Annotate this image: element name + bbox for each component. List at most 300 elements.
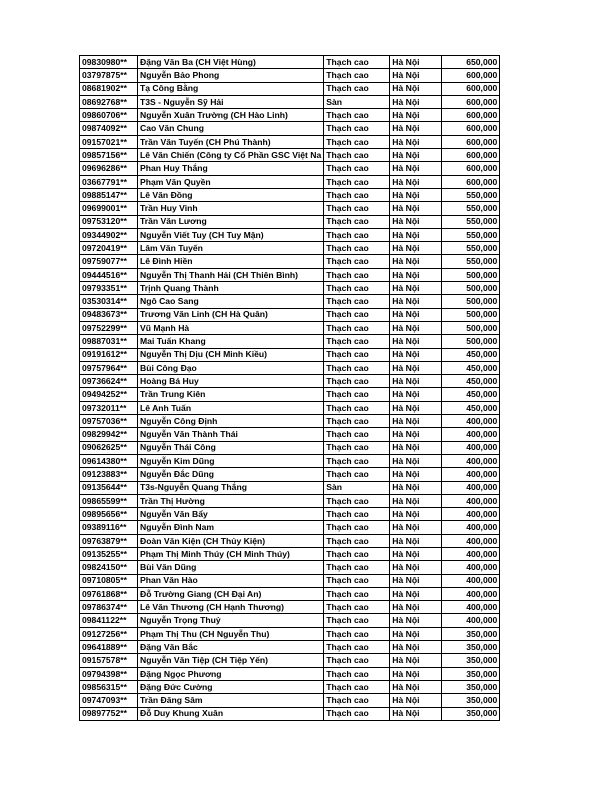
name-cell: Nguyễn Viết Tuy (CH Tuy Mận): [138, 228, 324, 241]
phone-cell: 09841122**: [80, 614, 138, 627]
category-cell: Thạch cao: [324, 454, 390, 467]
table-row: [80, 82, 500, 95]
amount-cell: 400,000: [442, 454, 500, 467]
category-cell: Thạch cao: [324, 601, 390, 614]
name-cell: Đặng Văn Ba (CH Việt Hùng): [138, 56, 324, 69]
phone-cell: 03667791**: [80, 175, 138, 188]
category-cell: Thạch cao: [324, 494, 390, 507]
amount-cell: 400,000: [442, 441, 500, 454]
table-row: [80, 454, 500, 467]
phone-cell: 09757964**: [80, 361, 138, 374]
category-cell: Thạch cao: [324, 401, 390, 414]
city-cell: Hà Nội: [390, 561, 442, 574]
name-cell: Đoàn Văn Kiện (CH Thủy Kiện): [138, 534, 324, 547]
category-cell: Thạch cao: [324, 574, 390, 587]
amount-cell: 400,000: [442, 601, 500, 614]
city-cell: Hà Nội: [390, 188, 442, 201]
table-row: [80, 547, 500, 560]
table-row: [80, 188, 500, 201]
table-row: [80, 135, 500, 148]
amount-cell: 500,000: [442, 295, 500, 308]
category-cell: Thạch cao: [324, 321, 390, 334]
name-cell: Nguyễn Trọng Thuỷ: [138, 614, 324, 627]
city-cell: Hà Nội: [390, 282, 442, 295]
table-row: [80, 428, 500, 441]
category-cell: Thạch cao: [324, 202, 390, 215]
city-cell: Hà Nội: [390, 348, 442, 361]
category-cell: Thạch cao: [324, 361, 390, 374]
amount-cell: 400,000: [442, 587, 500, 600]
table-row: [80, 587, 500, 600]
table-row: [80, 215, 500, 228]
table-row: [80, 468, 500, 481]
phone-cell: 09874092**: [80, 122, 138, 135]
amount-cell: 600,000: [442, 95, 500, 108]
phone-cell: 09135255**: [80, 547, 138, 560]
phone-cell: 09895656**: [80, 508, 138, 521]
category-cell: Thạch cao: [324, 508, 390, 521]
table-body: [80, 56, 500, 721]
table-row: [80, 308, 500, 321]
category-cell: Thạch cao: [324, 82, 390, 95]
name-cell: Trần Thị Hường: [138, 494, 324, 507]
amount-cell: 600,000: [442, 135, 500, 148]
name-cell: Bùi Công Đạo: [138, 361, 324, 374]
city-cell: Hà Nội: [390, 428, 442, 441]
category-cell: Thạch cao: [324, 587, 390, 600]
category-cell: Thạch cao: [324, 188, 390, 201]
table-row: [80, 175, 500, 188]
name-cell: Phan Huy Thắng: [138, 162, 324, 175]
category-cell: Thạch cao: [324, 680, 390, 693]
phone-cell: 08681902**: [80, 82, 138, 95]
category-cell: Sàn: [324, 481, 390, 494]
phone-cell: 09710805**: [80, 574, 138, 587]
name-cell: Nguyễn Văn Thành Thái: [138, 428, 324, 441]
amount-cell: 600,000: [442, 162, 500, 175]
table-row: [80, 69, 500, 82]
city-cell: Hà Nội: [390, 56, 442, 69]
city-cell: Hà Nội: [390, 694, 442, 707]
table-row: [80, 202, 500, 215]
amount-cell: 400,000: [442, 415, 500, 428]
amount-cell: 350,000: [442, 694, 500, 707]
city-cell: Hà Nội: [390, 202, 442, 215]
category-cell: Thạch cao: [324, 242, 390, 255]
phone-cell: 09641889**: [80, 641, 138, 654]
city-cell: Hà Nội: [390, 215, 442, 228]
city-cell: Hà Nội: [390, 454, 442, 467]
amount-cell: 350,000: [442, 627, 500, 640]
table-row: [80, 255, 500, 268]
table-row: [80, 242, 500, 255]
phone-cell: 09824150**: [80, 561, 138, 574]
name-cell: Đặng Đức Cường: [138, 680, 324, 693]
category-cell: Thạch cao: [324, 348, 390, 361]
table-row: [80, 122, 500, 135]
name-cell: Phạm Văn Quyền: [138, 175, 324, 188]
amount-cell: 550,000: [442, 255, 500, 268]
phone-cell: 09344902**: [80, 228, 138, 241]
category-cell: Thạch cao: [324, 268, 390, 281]
table-row: [80, 149, 500, 162]
table-row: [80, 627, 500, 640]
phone-cell: 09793351**: [80, 282, 138, 295]
table-row: [80, 574, 500, 587]
category-cell: Thạch cao: [324, 122, 390, 135]
name-cell: Nguyễn Thị Thanh Hải (CH Thiên Bình): [138, 268, 324, 281]
table-row: [80, 388, 500, 401]
name-cell: Nguyễn Công Định: [138, 415, 324, 428]
city-cell: Hà Nội: [390, 122, 442, 135]
phone-cell: 09614380**: [80, 454, 138, 467]
table-row: [80, 534, 500, 547]
name-cell: Nguyễn Đình Nam: [138, 521, 324, 534]
phone-cell: 09865599**: [80, 494, 138, 507]
amount-cell: 400,000: [442, 521, 500, 534]
name-cell: Trần Văn Lương: [138, 215, 324, 228]
city-cell: Hà Nội: [390, 547, 442, 560]
amount-cell: 450,000: [442, 348, 500, 361]
category-cell: Thạch cao: [324, 694, 390, 707]
name-cell: Bùi Văn Dũng: [138, 561, 324, 574]
name-cell: Nguyễn Xuân Trường (CH Hào Linh): [138, 109, 324, 122]
category-cell: Sàn: [324, 95, 390, 108]
amount-cell: 450,000: [442, 388, 500, 401]
amount-cell: 550,000: [442, 215, 500, 228]
amount-cell: 450,000: [442, 401, 500, 414]
city-cell: Hà Nội: [390, 614, 442, 627]
city-cell: Hà Nội: [390, 135, 442, 148]
amount-cell: 550,000: [442, 188, 500, 201]
city-cell: Hà Nội: [390, 627, 442, 640]
phone-cell: 09444516**: [80, 268, 138, 281]
phone-cell: 09747093**: [80, 694, 138, 707]
name-cell: Hoàng Bá Huy: [138, 375, 324, 388]
name-cell: Đỗ Trường Giang (CH Đại An): [138, 587, 324, 600]
city-cell: Hà Nội: [390, 441, 442, 454]
name-cell: Đỗ Duy Khung Xuân: [138, 707, 324, 720]
phone-cell: 09759077**: [80, 255, 138, 268]
category-cell: Thạch cao: [324, 667, 390, 680]
phone-cell: 09127256**: [80, 627, 138, 640]
table-row: [80, 694, 500, 707]
category-cell: Thạch cao: [324, 255, 390, 268]
city-cell: Hà Nội: [390, 667, 442, 680]
phone-cell: 03797875**: [80, 69, 138, 82]
city-cell: Hà Nội: [390, 415, 442, 428]
category-cell: Thạch cao: [324, 547, 390, 560]
category-cell: Thạch cao: [324, 428, 390, 441]
name-cell: Ngô Cao Sang: [138, 295, 324, 308]
name-cell: T3S - Nguyễn Sỹ Hải: [138, 95, 324, 108]
name-cell: Trần Trung Kiên: [138, 388, 324, 401]
table-row: [80, 295, 500, 308]
category-cell: Thạch cao: [324, 282, 390, 295]
amount-cell: 500,000: [442, 268, 500, 281]
phone-cell: 09897752**: [80, 707, 138, 720]
phone-cell: 09062625**: [80, 441, 138, 454]
category-cell: Thạch cao: [324, 175, 390, 188]
category-cell: Thạch cao: [324, 69, 390, 82]
city-cell: Hà Nội: [390, 401, 442, 414]
category-cell: Thạch cao: [324, 627, 390, 640]
name-cell: Lê Anh Tuấn: [138, 401, 324, 414]
city-cell: Hà Nội: [390, 109, 442, 122]
phone-cell: 09857156**: [80, 149, 138, 162]
phone-cell: 08692768**: [80, 95, 138, 108]
city-cell: Hà Nội: [390, 82, 442, 95]
amount-cell: 400,000: [442, 428, 500, 441]
category-cell: Thạch cao: [324, 149, 390, 162]
phone-cell: 09389116**: [80, 521, 138, 534]
amount-cell: 350,000: [442, 654, 500, 667]
name-cell: Trần Huy Vinh: [138, 202, 324, 215]
phone-cell: 09753120**: [80, 215, 138, 228]
phone-cell: 09761868**: [80, 587, 138, 600]
table-row: [80, 508, 500, 521]
category-cell: Thạch cao: [324, 468, 390, 481]
name-cell: Trần Đăng Sâm: [138, 694, 324, 707]
table-row: [80, 401, 500, 414]
table-row: [80, 335, 500, 348]
table-row: [80, 481, 500, 494]
category-cell: Thạch cao: [324, 388, 390, 401]
category-cell: Thạch cao: [324, 641, 390, 654]
category-cell: Thạch cao: [324, 335, 390, 348]
amount-cell: 600,000: [442, 82, 500, 95]
name-cell: Nguyễn Đắc Dũng: [138, 468, 324, 481]
amount-cell: 500,000: [442, 321, 500, 334]
amount-cell: 400,000: [442, 614, 500, 627]
category-cell: Thạch cao: [324, 162, 390, 175]
table-row: [80, 561, 500, 574]
phone-cell: 09699001**: [80, 202, 138, 215]
city-cell: Hà Nội: [390, 680, 442, 693]
amount-cell: 550,000: [442, 202, 500, 215]
table-row: [80, 601, 500, 614]
amount-cell: 400,000: [442, 468, 500, 481]
table-row: [80, 282, 500, 295]
payout-table: [79, 55, 500, 721]
amount-cell: 600,000: [442, 109, 500, 122]
city-cell: Hà Nội: [390, 95, 442, 108]
name-cell: Lâm Văn Tuyến: [138, 242, 324, 255]
phone-cell: 09757036**: [80, 415, 138, 428]
table-row: [80, 268, 500, 281]
category-cell: Thạch cao: [324, 135, 390, 148]
table-row: [80, 361, 500, 374]
category-cell: Thạch cao: [324, 561, 390, 574]
name-cell: Lê Đình Hiền: [138, 255, 324, 268]
name-cell: Trương Văn Linh (CH Hà Quân): [138, 308, 324, 321]
amount-cell: 400,000: [442, 574, 500, 587]
phone-cell: 03530314**: [80, 295, 138, 308]
category-cell: Thạch cao: [324, 215, 390, 228]
table-row: [80, 614, 500, 627]
table-row: [80, 321, 500, 334]
amount-cell: 600,000: [442, 175, 500, 188]
amount-cell: 400,000: [442, 481, 500, 494]
category-cell: Thạch cao: [324, 56, 390, 69]
city-cell: Hà Nội: [390, 587, 442, 600]
phone-cell: 09135644**: [80, 481, 138, 494]
name-cell: Phan Văn Hào: [138, 574, 324, 587]
city-cell: Hà Nội: [390, 268, 442, 281]
city-cell: Hà Nội: [390, 162, 442, 175]
city-cell: Hà Nội: [390, 69, 442, 82]
phone-cell: 09763879**: [80, 534, 138, 547]
amount-cell: 400,000: [442, 547, 500, 560]
category-cell: Thạch cao: [324, 415, 390, 428]
name-cell: Cao Văn Chung: [138, 122, 324, 135]
name-cell: Phạm Thị Thu (CH Nguyễn Thu): [138, 627, 324, 640]
city-cell: Hà Nội: [390, 521, 442, 534]
phone-cell: 09887031**: [80, 335, 138, 348]
phone-cell: 09856315**: [80, 680, 138, 693]
table-row: [80, 375, 500, 388]
phone-cell: 09191612**: [80, 348, 138, 361]
phone-cell: 09157578**: [80, 654, 138, 667]
phone-cell: 09157021**: [80, 135, 138, 148]
city-cell: Hà Nội: [390, 255, 442, 268]
table-row: [80, 56, 500, 69]
name-cell: Phạm Thị Minh Thúy (CH Minh Thúy): [138, 547, 324, 560]
phone-cell: 09752299**: [80, 321, 138, 334]
category-cell: Thạch cao: [324, 534, 390, 547]
table-row: [80, 654, 500, 667]
table-row: [80, 109, 500, 122]
phone-cell: 09483673**: [80, 308, 138, 321]
category-cell: Thạch cao: [324, 109, 390, 122]
amount-cell: 350,000: [442, 667, 500, 680]
name-cell: Nguyễn Văn Tiệp (CH Tiệp Yến): [138, 654, 324, 667]
city-cell: Hà Nội: [390, 641, 442, 654]
name-cell: Nguyễn Thị Dịu (CH Minh Kiều): [138, 348, 324, 361]
table-row: [80, 95, 500, 108]
name-cell: Nguyễn Bảo Phong: [138, 69, 324, 82]
name-cell: Đặng Văn Bắc: [138, 641, 324, 654]
amount-cell: 550,000: [442, 242, 500, 255]
amount-cell: 400,000: [442, 494, 500, 507]
phone-cell: 09736624**: [80, 375, 138, 388]
phone-cell: 09786374**: [80, 601, 138, 614]
table-row: [80, 228, 500, 241]
city-cell: Hà Nội: [390, 149, 442, 162]
city-cell: Hà Nội: [390, 707, 442, 720]
amount-cell: 650,000: [442, 56, 500, 69]
name-cell: Mai Tuấn Khang: [138, 335, 324, 348]
name-cell: Nguyễn Kim Dũng: [138, 454, 324, 467]
name-cell: Lê Văn Thương (CH Hạnh Thương): [138, 601, 324, 614]
city-cell: Hà Nội: [390, 228, 442, 241]
amount-cell: 500,000: [442, 282, 500, 295]
name-cell: T3s-Nguyễn Quang Thắng: [138, 481, 324, 494]
phone-cell: 09794398**: [80, 667, 138, 680]
table-row: [80, 494, 500, 507]
table-row: [80, 441, 500, 454]
name-cell: Nguyễn Văn Bẩy: [138, 508, 324, 521]
city-cell: Hà Nội: [390, 295, 442, 308]
amount-cell: 350,000: [442, 680, 500, 693]
name-cell: Lê Văn Chiến (Công ty Cổ Phần GSC Việt Na: [138, 149, 324, 162]
city-cell: Hà Nội: [390, 508, 442, 521]
table-row: [80, 415, 500, 428]
category-cell: Thạch cao: [324, 228, 390, 241]
phone-cell: 09829942**: [80, 428, 138, 441]
amount-cell: 350,000: [442, 641, 500, 654]
city-cell: Hà Nội: [390, 388, 442, 401]
city-cell: Hà Nội: [390, 321, 442, 334]
city-cell: Hà Nội: [390, 534, 442, 547]
phone-cell: 09885147**: [80, 188, 138, 201]
amount-cell: 500,000: [442, 335, 500, 348]
amount-cell: 450,000: [442, 361, 500, 374]
amount-cell: 350,000: [442, 707, 500, 720]
category-cell: Thạch cao: [324, 375, 390, 388]
table-row: [80, 667, 500, 680]
city-cell: Hà Nội: [390, 574, 442, 587]
phone-cell: 09123883**: [80, 468, 138, 481]
amount-cell: 400,000: [442, 534, 500, 547]
category-cell: Thạch cao: [324, 707, 390, 720]
name-cell: Vũ Mạnh Hà: [138, 321, 324, 334]
table-row: [80, 348, 500, 361]
name-cell: Đặng Ngọc Phương: [138, 667, 324, 680]
table-row: [80, 521, 500, 534]
city-cell: Hà Nội: [390, 308, 442, 321]
table-row: [80, 680, 500, 693]
amount-cell: 400,000: [442, 561, 500, 574]
name-cell: Tạ Công Bằng: [138, 82, 324, 95]
city-cell: Hà Nội: [390, 175, 442, 188]
category-cell: Thạch cao: [324, 521, 390, 534]
city-cell: Hà Nội: [390, 468, 442, 481]
amount-cell: 600,000: [442, 69, 500, 82]
name-cell: Nguyễn Thái Công: [138, 441, 324, 454]
amount-cell: 600,000: [442, 122, 500, 135]
city-cell: Hà Nội: [390, 361, 442, 374]
category-cell: Thạch cao: [324, 441, 390, 454]
amount-cell: 450,000: [442, 375, 500, 388]
phone-cell: 09732011**: [80, 401, 138, 414]
table-row: [80, 641, 500, 654]
city-cell: Hà Nội: [390, 481, 442, 494]
city-cell: Hà Nội: [390, 242, 442, 255]
table-row: [80, 707, 500, 720]
name-cell: Trịnh Quang Thành: [138, 282, 324, 295]
phone-cell: 09720419**: [80, 242, 138, 255]
city-cell: Hà Nội: [390, 375, 442, 388]
amount-cell: 400,000: [442, 508, 500, 521]
phone-cell: 09696286**: [80, 162, 138, 175]
city-cell: Hà Nội: [390, 335, 442, 348]
city-cell: Hà Nội: [390, 601, 442, 614]
category-cell: Thạch cao: [324, 654, 390, 667]
city-cell: Hà Nội: [390, 494, 442, 507]
category-cell: Thạch cao: [324, 614, 390, 627]
amount-cell: 500,000: [442, 308, 500, 321]
table-row: [80, 162, 500, 175]
amount-cell: 550,000: [442, 228, 500, 241]
amount-cell: 600,000: [442, 149, 500, 162]
city-cell: Hà Nội: [390, 654, 442, 667]
phone-cell: 09494252**: [80, 388, 138, 401]
name-cell: Trần Văn Tuyến (CH Phú Thành): [138, 135, 324, 148]
category-cell: Thạch cao: [324, 295, 390, 308]
phone-cell: 09860706**: [80, 109, 138, 122]
name-cell: Lê Văn Đồng: [138, 188, 324, 201]
